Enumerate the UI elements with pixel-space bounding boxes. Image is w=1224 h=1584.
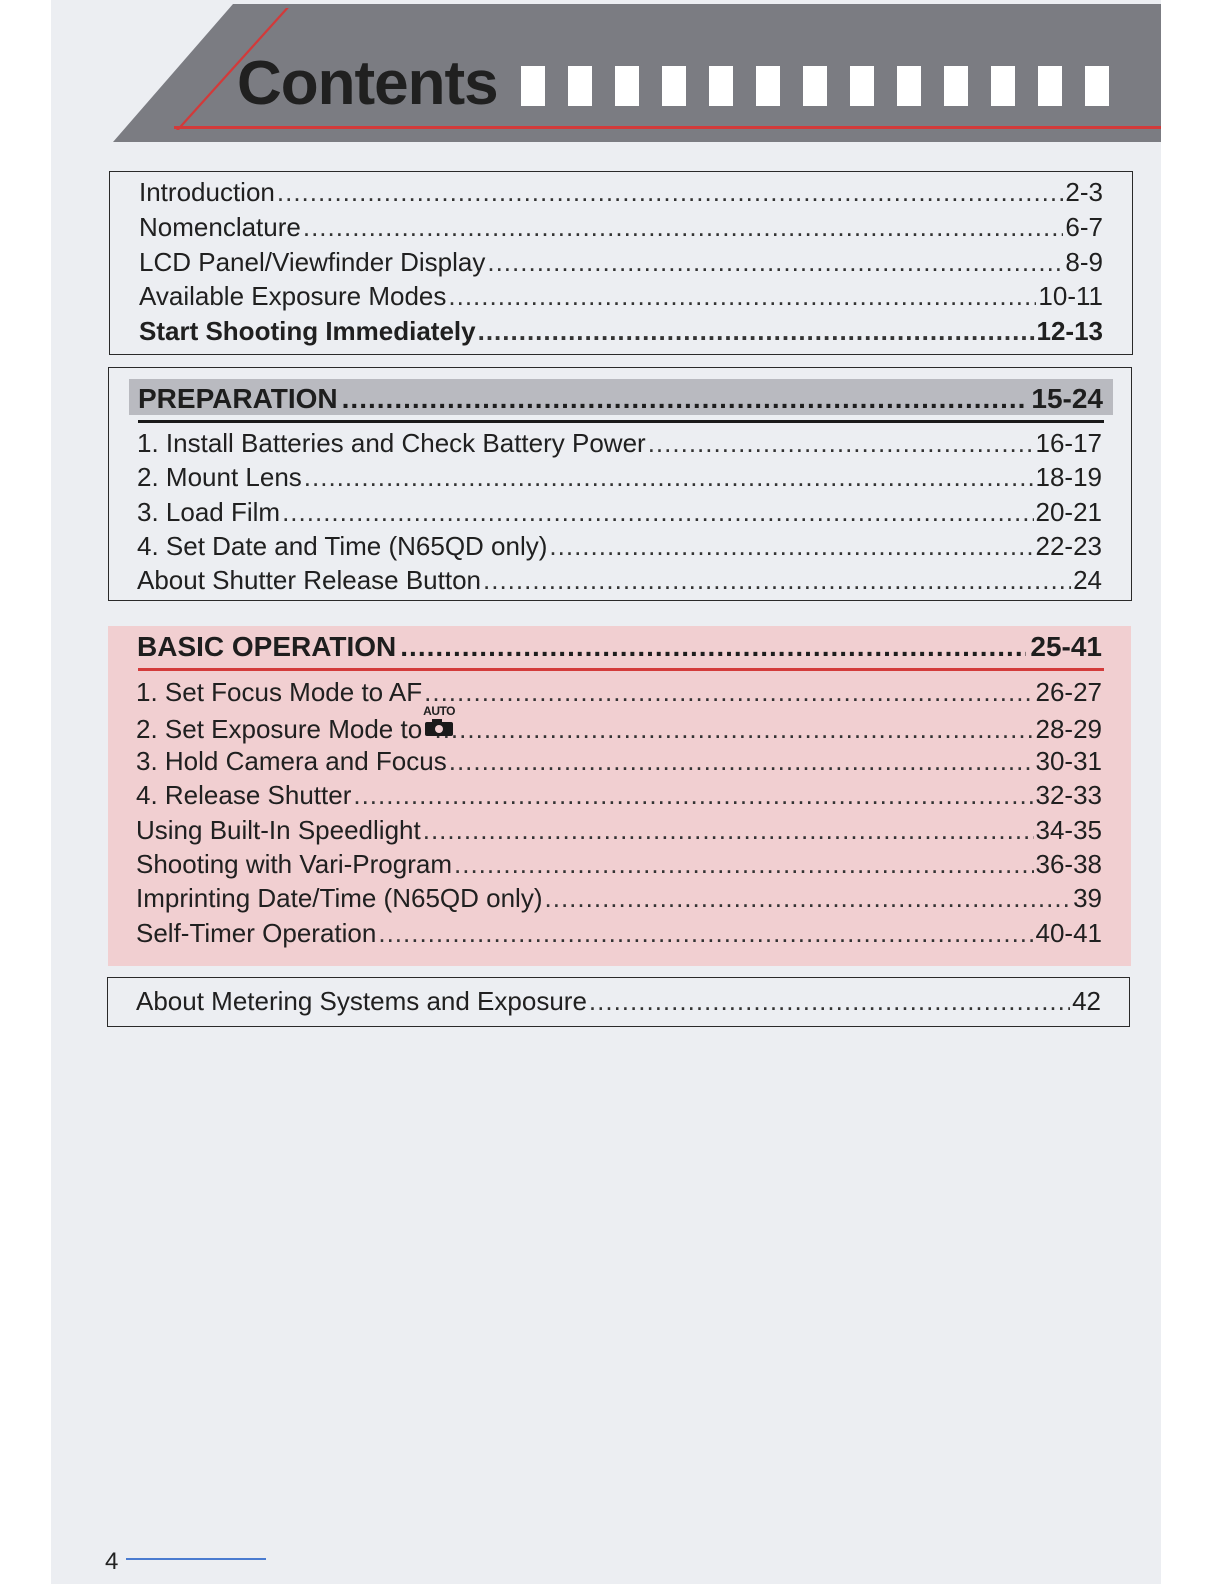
header-accent-line [174, 126, 1161, 129]
section-heading-preparation[interactable]: PREPARATION ..... 15-24 [138, 381, 1103, 417]
leader-dots [487, 246, 1063, 278]
film-hole [662, 66, 686, 106]
footer-rule [126, 1558, 266, 1560]
leader-dots [423, 814, 1034, 846]
leader-dots [648, 427, 1034, 459]
section-divider [138, 420, 1104, 423]
page-title: Contents [237, 49, 498, 118]
leader-dots [277, 176, 1064, 208]
leader-dots [449, 745, 1034, 777]
film-hole [1038, 66, 1062, 106]
toc-entry-release-shutter[interactable]: 4. Release Shutter ..... 32-33 [136, 779, 1102, 811]
film-hole [709, 66, 733, 106]
manual-page [51, 0, 1161, 1584]
film-hole [991, 66, 1015, 106]
section-divider [138, 668, 1104, 671]
toc-entry-set-date-time[interactable]: 4. Set Date and Time (N65QD only) ..... 22-23 [137, 530, 1102, 562]
leader-dots [545, 882, 1072, 914]
leader-dots [342, 381, 1028, 417]
page-number: 4 [105, 1548, 119, 1575]
toc-entry-lcd-panel[interactable]: LCD Panel/Viewfinder Display ..... 8-9 [139, 246, 1103, 278]
leader-dots [549, 530, 1033, 562]
toc-entry-shutter-release-button[interactable]: About Shutter Release Button ..... 24 [137, 564, 1102, 596]
film-hole [944, 66, 968, 106]
film-hole [897, 66, 921, 106]
toc-entry-hold-camera[interactable]: 3. Hold Camera and Focus ..... 30-31 [136, 745, 1102, 777]
toc-entry-mount-lens[interactable]: 2. Mount Lens ..... 18-19 [137, 461, 1102, 493]
toc-entry-exposure-mode[interactable]: 2. Set Exposure Mode to AUTO ..... 28-29 [136, 710, 1102, 745]
leader-dots [448, 280, 1036, 312]
toc-entry-speedlight[interactable]: Using Built-In Speedlight ..... 34-35 [136, 814, 1102, 846]
toc-entry-self-timer[interactable]: Self-Timer Operation ..... 40-41 [136, 917, 1102, 949]
toc-entry-metering[interactable]: About Metering Systems and Exposure ..... 42 [136, 985, 1101, 1017]
toc-entry-load-film[interactable]: 3. Load Film ..... 20-21 [137, 496, 1102, 528]
toc-entry-exposure-modes[interactable]: Available Exposure Modes ..... 10-11 [139, 280, 1103, 312]
film-hole [521, 66, 545, 106]
leader-dots [478, 315, 1035, 347]
film-hole [803, 66, 827, 106]
leader-dots [303, 211, 1064, 243]
film-hole [756, 66, 780, 106]
film-strip-decoration [521, 66, 1161, 106]
leader-dots [454, 848, 1034, 880]
leader-dots [282, 496, 1033, 528]
toc-entry-introduction[interactable]: Introduction ..... 2-3 [139, 176, 1103, 208]
toc-entry-focus-mode[interactable]: 1. Set Focus Mode to AF ..... 26-27 [136, 676, 1102, 708]
auto-camera-icon: AUTO [422, 710, 432, 738]
leader-dots [378, 917, 1033, 949]
section-heading-basic-operation[interactable]: BASIC OPERATION ..... 25-41 [137, 629, 1102, 665]
leader-dots [304, 461, 1034, 493]
leader-dots [483, 564, 1071, 596]
leader-dots [589, 985, 1070, 1017]
toc-entry-install-batteries[interactable]: 1. Install Batteries and Check Battery Power ..... 16-17 [137, 427, 1102, 459]
leader-dots [400, 629, 1026, 665]
toc-entry-imprinting-date[interactable]: Imprinting Date/Time (N65QD only) ..... 39 [136, 882, 1102, 914]
film-hole [1085, 66, 1109, 106]
toc-entry-start-shooting[interactable]: Start Shooting Immediately ..... 12-13 [139, 315, 1103, 347]
leader-dots [434, 713, 1033, 745]
leader-dots [353, 779, 1033, 811]
toc-entry-vari-program[interactable]: Shooting with Vari-Program ..... 36-38 [136, 848, 1102, 880]
leader-dots [424, 676, 1033, 708]
toc-entry-nomenclature[interactable]: Nomenclature ..... 6-7 [139, 211, 1103, 243]
film-hole [850, 66, 874, 106]
film-hole [615, 66, 639, 106]
film-hole [568, 66, 592, 106]
